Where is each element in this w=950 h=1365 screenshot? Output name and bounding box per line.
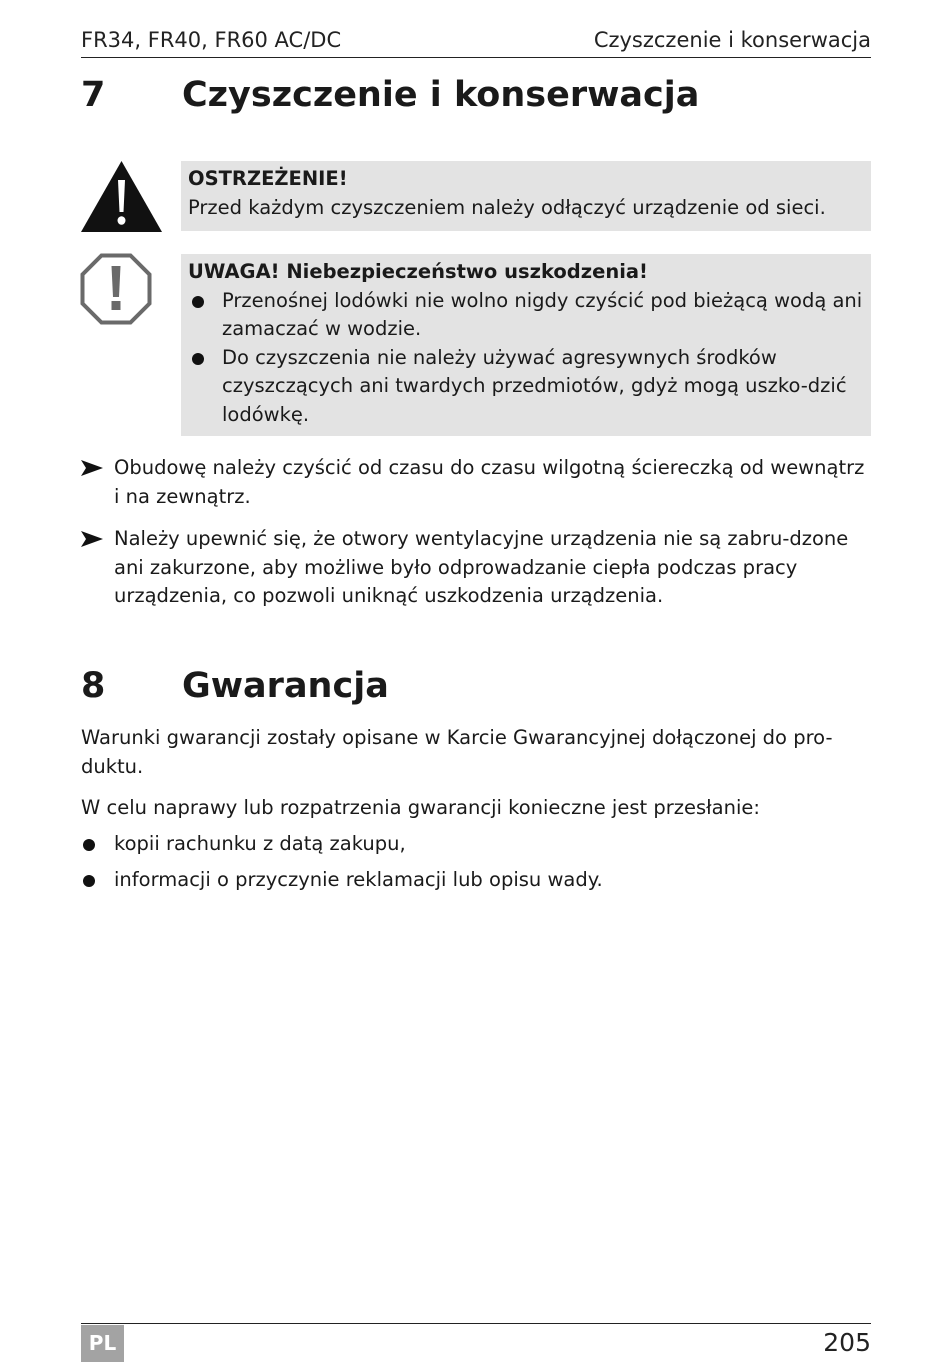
arrow-right-icon (81, 460, 103, 476)
section-7-title: Czyszczenie i konserwacja (182, 75, 700, 115)
header-divider (81, 57, 871, 58)
section-8-number: 8 (81, 666, 106, 706)
header-chapter: Czyszczenie i konserwacja (593, 28, 871, 52)
instruction-step (81, 454, 871, 511)
list-item (81, 830, 871, 859)
instruction-step (81, 525, 871, 611)
footer-divider (81, 1323, 871, 1324)
notice-bullet-text: Do czyszczenia nie należy używać agresywnych środków czyszczących ani twardych przedmiotów, gdyż mogą uszko-dzić lodówkę. (222, 345, 847, 426)
section-8-title: Gwarancja (182, 666, 389, 706)
notice-bullet-text: Przenośnej lodówki nie wolno nigdy czyścić pod bieżącą wodą ani zamaczać w wodzie. (222, 288, 863, 340)
notice-octagon-icon (80, 253, 152, 325)
warning-box (181, 161, 871, 231)
warning-text: Przed każdym czyszczeniem należy odłączyć urządzenie od sieci. (188, 195, 826, 219)
notice-bullet (188, 287, 863, 344)
warranty-requirements-intro: W celu naprawy lub rozpatrzenia gwarancji konieczne jest przesłanie: (81, 796, 760, 819)
bullet-dot-icon (192, 296, 204, 308)
notice-box (181, 254, 871, 436)
instruction-step-text: Obudowę należy czyścić od czasu do czasu wilgotną ściereczką od wewnątrz i na zewnątrz. (114, 456, 865, 508)
bullet-dot-icon (83, 875, 95, 887)
warning-triangle-icon (80, 160, 163, 233)
warranty-paragraph: Warunki gwarancji zostały opisane w Karcie Gwarancyjnej dołączonej do pro-duktu. (81, 726, 833, 778)
bullet-dot-icon (83, 839, 95, 851)
warning-title: OSTRZEŻENIE! (188, 167, 348, 190)
list-item-text: informacji o przyczynie reklamacji lub opisu wady. (114, 868, 603, 891)
list-item-text: kopii rachunku z datą zakupu, (114, 832, 406, 855)
language-badge: PL (81, 1325, 124, 1362)
bullet-dot-icon (192, 353, 204, 365)
list-item (81, 866, 871, 895)
notice-bullet (188, 344, 863, 430)
page-number: 205 (823, 1328, 871, 1357)
header-product: FR34, FR40, FR60 AC/DC (81, 28, 342, 52)
notice-title: UWAGA! Niebezpieczeństwo uszkodzenia! (188, 260, 648, 283)
instruction-step-text: Należy upewnić się, że otwory wentylacyjne urządzenia nie są zabru-dzone ani zakurzone, aby możliwe było odprowadzanie ciepła podczas pracy urządzenia, co pozwoli uniknąć uszkodzenia urządzenia. (114, 527, 849, 607)
section-7-number: 7 (81, 75, 106, 115)
arrow-right-icon (81, 531, 103, 547)
